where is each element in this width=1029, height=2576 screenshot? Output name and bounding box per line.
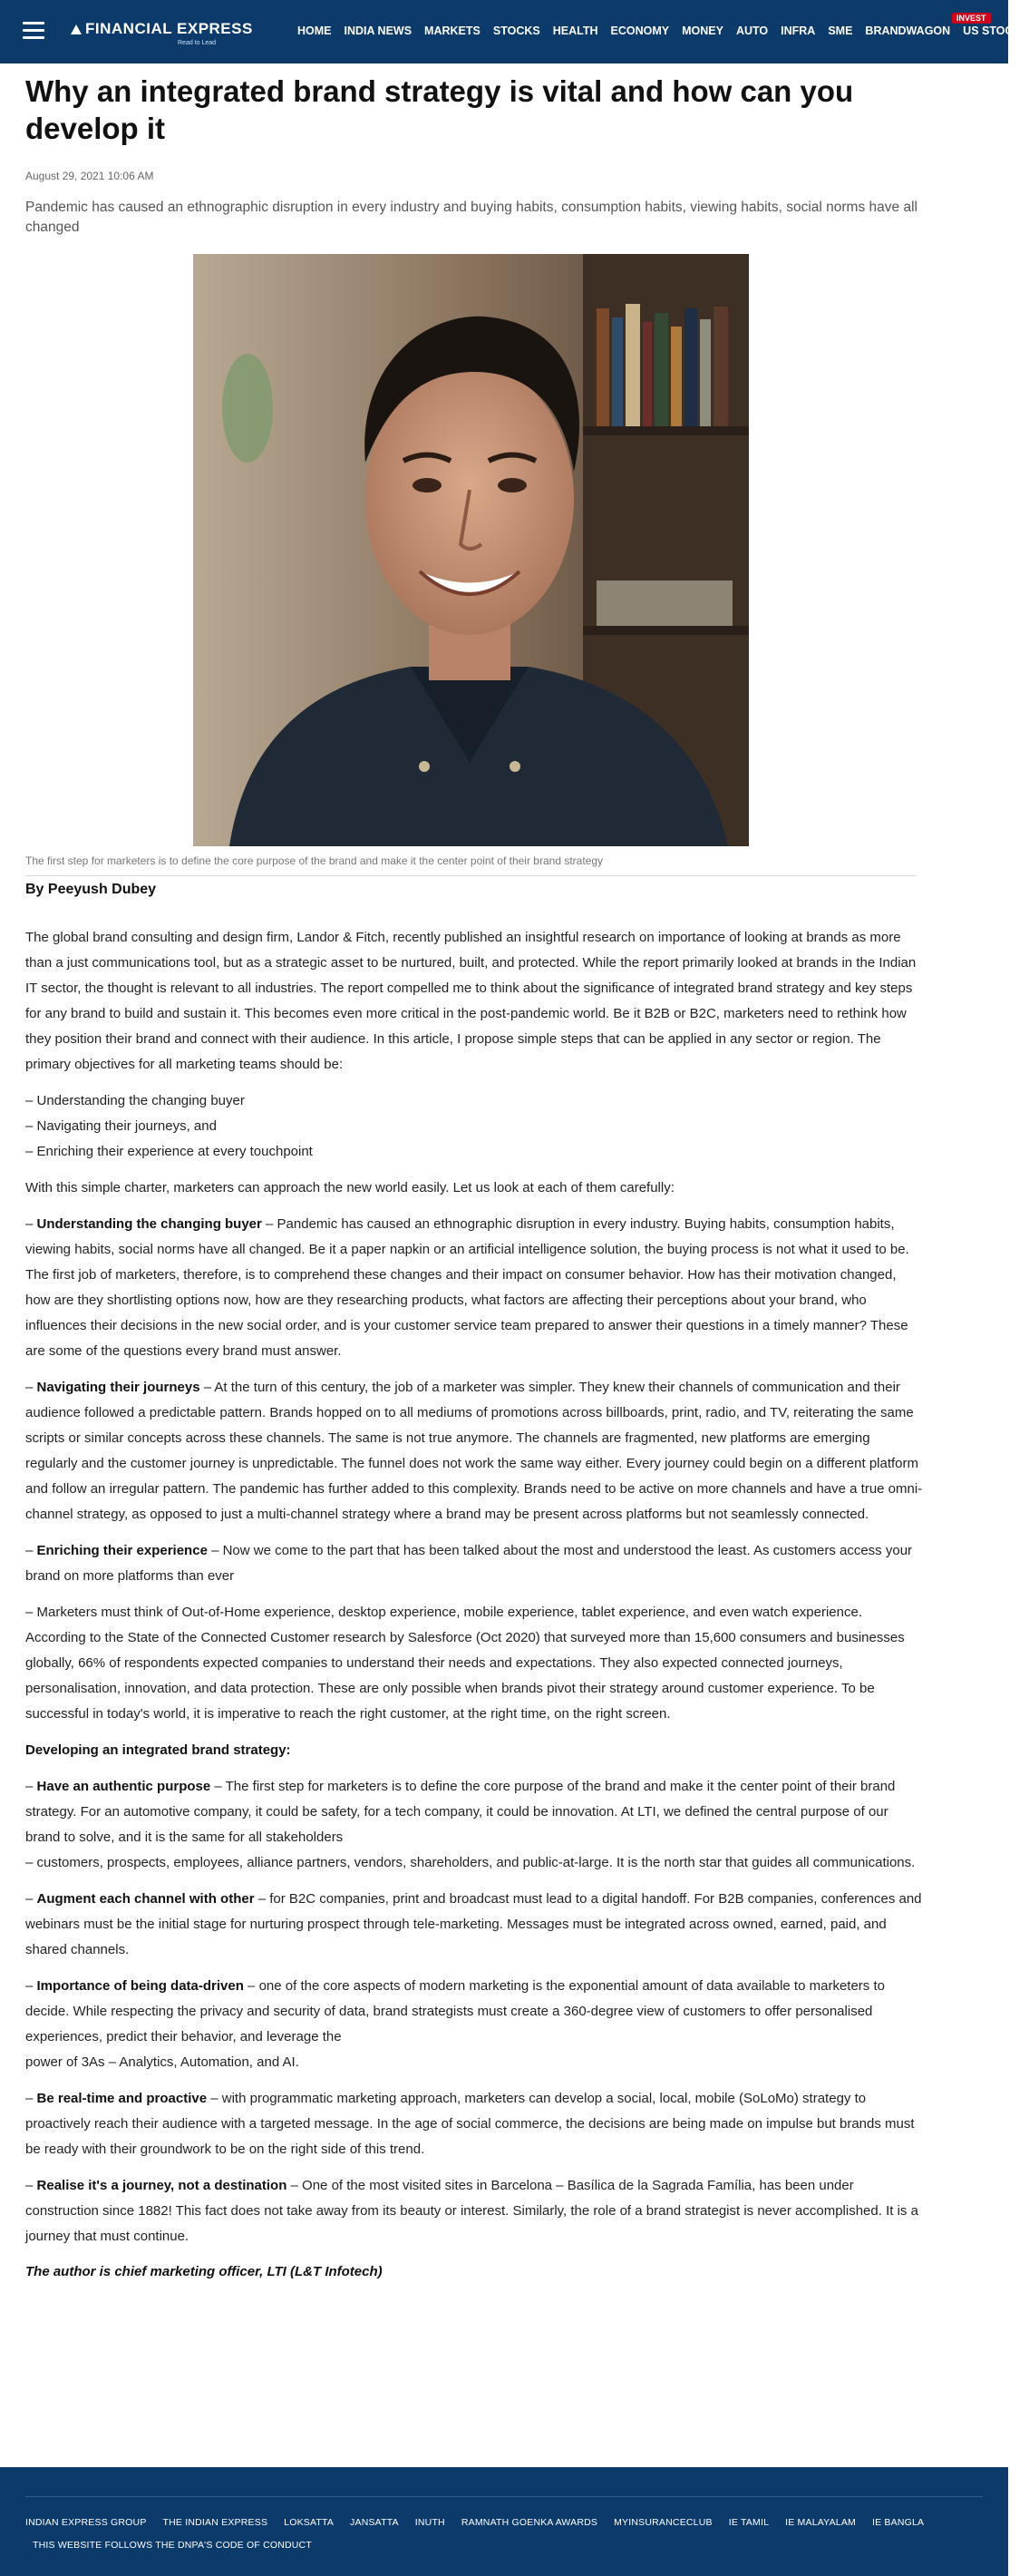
footer-divider	[25, 2496, 983, 2497]
nav-item-brandwagon[interactable]: BRANDWAGON	[865, 24, 951, 37]
list-item: – Navigating their journeys, and	[25, 1118, 217, 1134]
step-title: Be real-time and proactive	[36, 2091, 208, 2106]
charter-paragraph: With this simple charter, marketers can approach the new world easily. Let us look at each of them carefully:	[25, 1180, 675, 1195]
nav-item-india-news[interactable]: INDIA NEWS	[344, 24, 413, 37]
step-prefix: –	[25, 1978, 37, 1994]
invest-badge[interactable]: INVEST	[952, 13, 991, 24]
step-prefix: –	[25, 2178, 37, 2193]
step-journey	[25, 2173, 923, 2249]
article-header	[25, 69, 932, 238]
footer-link-ramnath-goenka-awards[interactable]: RAMNATH GOENKA AWARDS	[461, 2517, 598, 2528]
footer-link-ie-malayalam[interactable]: IE MALAYALAM	[785, 2517, 856, 2528]
step-prefix: –	[25, 1779, 37, 1794]
article-hero-image	[193, 254, 749, 846]
nav-item-home[interactable]: HOME	[297, 24, 332, 37]
nav-item-health[interactable]: HEALTH	[552, 24, 598, 37]
footer-link-jansatta[interactable]: JANSATTA	[350, 2517, 399, 2528]
strategy-heading: Developing an integrated brand strategy:	[25, 1742, 291, 1758]
step-authentic-purpose	[25, 1774, 923, 1876]
step-title: Have an authentic purpose	[36, 1779, 211, 1794]
step-title: Importance of being data-driven	[36, 1978, 244, 1994]
footer-link-ie-bangla[interactable]: IE BANGLA	[871, 2517, 925, 2528]
nav-item-economy[interactable]: ECONOMY	[610, 24, 670, 37]
intro-paragraph: The global brand consulting and design firm, Landor & Fitch, recently published an insightful research on importance of looking at brands as more than a just communications tool, but as a strategic asset to be nurtured, built, and protected. While the report primarily looked at brands in the Indian IT sector, the thought is relevant to all industries. The report compelled me to think about the significance of integrated brand strategy and key steps for any brand to build and sustain it. This becomes even more critical in the post-pandemic world. Be it B2B or B2C, marketers need to rethink how they position their brand and connect with their audience. In this article, I propose simple steps that can be applied in any sector or region. The primary objectives for all marketing teams should be:	[25, 930, 917, 1072]
nav-item-money[interactable]: MONEY	[682, 24, 723, 37]
step-text: – One of the most visited sites in Barcelona – Basílica de la Sagrada Família, has been under construction since 1882! This fact does not take away from its beauty or interest. Similarly, the role of a brand strategist is never accomplished. It is a journey that must continue.	[25, 2178, 918, 2244]
nav-item-sme[interactable]: SME	[828, 24, 853, 37]
section-navigating	[25, 1375, 923, 1527]
main-nav	[297, 24, 1029, 37]
footer-link-inuth[interactable]: INUTH	[414, 2517, 445, 2528]
step-text: – with programmatic marketing approach, marketers can develop a social, local, mobile (SoLoMo) strategy to proactively reach their audience with a targeted message. In the age of social commerce, the decisions are being made on impulse but brands must be ready with their groundwork to be on the right side of this trend.	[25, 2091, 915, 2157]
step-title: Augment each channel with other	[36, 1891, 255, 1907]
step-real-time	[25, 2086, 923, 2162]
section-text: – At the turn of this century, the job of a marketer was simpler. They knew their channels of communication and their audience followed a predictable pattern. Brands hopped on to all mediums of promotions across billboards, print, radio, and TV, reiterating the same scripts or similar concepts across these channels. The same is not true anymore. The channels are fragmented, new platforms are emerging regularly and the customer journey is unpredictable. The funnel does not work the same way either. Every journey could begin on a different platform and follow an irregular pattern. The pandemic has further added to this complexity. Brands need to be active on more channels and have a true omni-channel strategy, as opposed to just a multi-channel strategy where a brand may be present across platforms but not seamlessly connected.	[25, 1380, 923, 1522]
site-footer	[0, 2467, 1008, 2576]
objectives-list	[25, 1088, 923, 1165]
image-caption: The first step for marketers is to define the core purpose of the brand and make it the center point of their brand strategy	[25, 854, 604, 867]
step-text-continued: power of 3As – Analytics, Automation, and AI.	[25, 2054, 299, 2070]
section-text: – Pandemic has caused an ethnographic disruption in every industry. Buying habits, consumption habits, viewing habits, social norms have all changed. Be it a paper napkin or an artificial intelligence solution, the buying process is not what it used to be. The first job of marketers, therefore, is to comprehend these changes and their impact on consumer behavior. How has their motivation changed, how are they shortlisting options now, how are they researching products, what factors are affecting their perceptions about your brand, who influences their decisions in the new social order, and is your customer service team prepared to answer their questions in a timely manner? These are some of the questions every brand must answer.	[25, 1216, 909, 1359]
step-text-continued: – customers, prospects, employees, alliance partners, vendors, shareholders, and public-at-large. It is the north star that guides all communications.	[25, 1855, 916, 1870]
nav-item-auto[interactable]: AUTO	[735, 24, 769, 37]
section-understanding	[25, 1212, 923, 1364]
top-navigation-bar	[0, 0, 1029, 63]
footer-links	[25, 2517, 924, 2528]
footer-link-loksatta[interactable]: LOKSATTA	[284, 2517, 335, 2528]
step-prefix: –	[25, 1891, 37, 1907]
section-enriching	[25, 1538, 923, 1589]
nav-item-infra[interactable]: INFRA	[781, 24, 816, 37]
step-data-driven	[25, 1974, 923, 2075]
section-prefix: –	[25, 1543, 37, 1558]
footer-link-ie-tamil[interactable]: IE TAMIL	[728, 2517, 770, 2528]
nav-item-stocks[interactable]: STOCKS	[492, 24, 540, 37]
article-byline: By Peeyush Dubey	[25, 882, 157, 897]
article-headline: Why an integrated brand strategy is vital and how can you develop it	[25, 74, 854, 145]
hamburger-menu-icon[interactable]	[23, 22, 44, 40]
step-text: – one of the core aspects of modern marketing is the exponential amount of data available to marketers to decide. While respecting the privacy and security of data, brand strategists must create a 360-degree view of customers to offer personalised experiences, predict their behavior, and leverage the	[25, 1978, 885, 2044]
section-title: Navigating their journeys	[36, 1380, 200, 1395]
step-title: Realise it's a journey, not a destination	[36, 2178, 287, 2193]
step-augment-channels	[25, 1887, 923, 1963]
author-note: The author is chief marketing officer, LTI (L&T Infotech)	[25, 2264, 383, 2279]
experience-paragraph: – Marketers must think of Out-of-Home experience, desktop experience, mobile experience, tablet experience, and even watch experience. According to the State of the Connected Customer research by Salesforce (Oct 2020) that surveyed more than 15,600 consumers and businesses globally, 66% of respondents expected companies to understand their needs and expectations. They also expected connected journeys, personalisation, innovation, and data protection. These are only possible when brands pivot their strategy around customer experience. To be successful in today's world, it is imperative to reach the right customer, at the right time, on the right screen.	[25, 1605, 905, 1722]
step-text: – for B2C companies, print and broadcast must lead to a digital handoff. For B2B companies, conferences and webinars must be the initial stage for nurturing prospect through tele-marketing. Messages must be integrated across owned, earned, paid, and shared channels.	[25, 1891, 922, 1957]
nav-item-markets[interactable]: MARKETS	[424, 24, 481, 37]
article-subhead: Pandemic has caused an ethnographic disruption in every industry and buying habits, consumption habits, viewing habits, social norms have all changed	[25, 200, 917, 235]
list-item: – Enriching their experience at every touchpoint	[25, 1144, 313, 1159]
section-text: – Now we come to the part that has been talked about the most and understood the least. As customers access your brand on more platforms than ever	[25, 1543, 913, 1584]
section-prefix: –	[25, 1216, 37, 1232]
portrait-photo	[193, 254, 749, 846]
logo-text: FINANCIAL EXPRESS	[85, 20, 253, 37]
footer-link-indian-express-group[interactable]: INDIAN EXPRESS GROUP	[25, 2517, 147, 2528]
caption-divider	[25, 875, 916, 876]
footer-dnpa-note[interactable]: THIS WEBSITE FOLLOWS THE DNPA'S CODE OF CONDUCT	[33, 2540, 312, 2551]
step-prefix: –	[25, 2091, 37, 2106]
site-logo[interactable]	[71, 20, 253, 46]
section-title: Understanding the changing buyer	[36, 1216, 262, 1232]
logo-tagline: Read to Lead	[178, 40, 217, 46]
list-item: – Understanding the changing buyer	[25, 1093, 245, 1108]
logo-mark-icon	[71, 24, 82, 34]
footer-link-the-indian-express[interactable]: THE INDIAN EXPRESS	[162, 2517, 268, 2528]
footer-link-myinsuranceclub[interactable]: MYINSURANCECLUB	[614, 2517, 713, 2528]
section-prefix: –	[25, 1380, 37, 1395]
nav-item-us-stocks[interactable]: US STOCKS	[963, 24, 1029, 37]
section-title: Enriching their experience	[36, 1543, 208, 1558]
article-date: August 29, 2021 10:06 AM	[25, 170, 154, 182]
step-text: – The first step for marketers is to define the core purpose of the brand and make it the center point of their brand strategy. For an automotive company, it could be safety, for a tech company, it could be innovation. At LTI, we defined the central purpose of our brand to solve, and it is the same for all stakeholders	[25, 1779, 896, 1845]
article-body	[25, 880, 923, 2279]
